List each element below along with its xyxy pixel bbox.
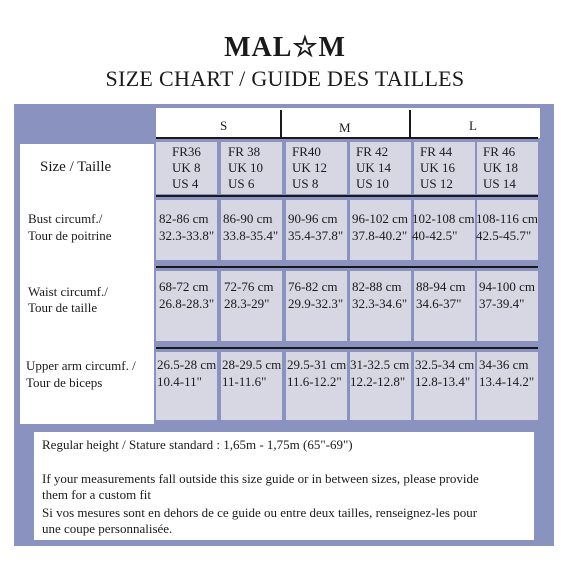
value-cm: 108-116 cm xyxy=(476,211,538,226)
group-divider-sm xyxy=(280,110,282,138)
value-cm: 96-102 cm xyxy=(352,211,408,226)
value-in: 34.6-37" xyxy=(416,296,462,311)
row-label-bust: Bust circumf./ xyxy=(28,211,103,226)
value-cm: 34-36 cm xyxy=(479,357,529,372)
size-us: US 6 xyxy=(228,176,255,191)
value-in: 32.3-33.8" xyxy=(159,228,215,243)
row-divider xyxy=(156,347,538,349)
value-in: 12.2-12.8" xyxy=(350,374,406,389)
value-cm: 86-90 cm xyxy=(223,211,273,226)
value-in: 32.3-34.6" xyxy=(352,296,408,311)
group-header-rule xyxy=(156,137,538,139)
value-in: 11-11.6" xyxy=(222,374,267,389)
value-cm: 94-100 cm xyxy=(479,279,535,294)
brand-logo xyxy=(0,30,570,64)
row-label-arm: Upper arm circumf. / xyxy=(26,358,136,373)
size-fr: FR 44 xyxy=(420,144,453,159)
value-in: 40-42.5" xyxy=(412,228,458,243)
size-uk: UK 16 xyxy=(420,160,456,175)
value-cm: 29.5-31 cm xyxy=(287,357,347,372)
value-in: 26.8-28.3" xyxy=(159,296,215,311)
size-us: US 12 xyxy=(420,176,453,191)
value-cm: 88-94 cm xyxy=(416,279,466,294)
value-cm: 31-32.5 cm xyxy=(350,357,410,372)
size-fr: FR36 xyxy=(172,144,201,159)
custom-fit-note-en-cont: them for a custom fit xyxy=(42,487,152,502)
value-cm: 90-96 cm xyxy=(288,211,338,226)
value-cm: 28-29.5 cm xyxy=(222,357,282,372)
value-cm: 32.5-34 cm xyxy=(415,357,475,372)
value-in: 42.5-45.7" xyxy=(476,228,532,243)
size-us: US 4 xyxy=(172,176,199,191)
value-in: 29.9-32.3" xyxy=(288,296,344,311)
row-label-bust-fr: Tour de poitrine xyxy=(28,228,112,243)
row-label-waist-fr: Tour de taille xyxy=(28,300,98,315)
size-fr: FR 42 xyxy=(356,144,389,159)
size-uk: UK 18 xyxy=(483,160,519,175)
value-in: 33.8-35.4" xyxy=(223,228,279,243)
value-cm: 82-86 cm xyxy=(159,211,209,226)
size-fr: FR40 xyxy=(292,144,321,159)
page-title: SIZE CHART / GUIDE DES TAILLES xyxy=(105,66,465,91)
size-uk: UK 14 xyxy=(356,160,392,175)
value-cm: 26.5-28 cm xyxy=(157,357,217,372)
logo-text: MAL☆M xyxy=(224,32,346,63)
value-cm: 72-76 cm xyxy=(224,279,274,294)
custom-fit-note-fr-cont: une coupe personnalisée. xyxy=(42,521,173,536)
value-cm: 102-108 cm xyxy=(412,211,475,226)
row-divider xyxy=(156,266,538,268)
size-group-s: S xyxy=(220,118,228,133)
size-uk: UK 10 xyxy=(228,160,264,175)
value-cm: 76-82 cm xyxy=(288,279,338,294)
size-uk: UK 8 xyxy=(172,160,201,175)
size-us: US 10 xyxy=(356,176,389,191)
group-divider-ml xyxy=(409,110,411,138)
custom-fit-note-en: If your measurements fall outside this size guide or in between sizes, please provide xyxy=(42,471,479,486)
size-group-m: M xyxy=(339,120,351,135)
size-us: US 14 xyxy=(483,176,516,191)
height-note: Regular height / Stature standard : 1,65m - 1,75m (65"-69") xyxy=(42,437,353,452)
value-cm: 68-72 cm xyxy=(159,279,209,294)
size-uk: UK 12 xyxy=(292,160,328,175)
row-divider xyxy=(156,195,538,197)
size-group-l: L xyxy=(469,118,477,133)
value-in: 37.8-40.2" xyxy=(352,228,408,243)
size-fr: FR 38 xyxy=(228,144,261,159)
row-label-arm-fr: Tour de biceps xyxy=(26,375,103,390)
size-fr: FR 46 xyxy=(483,144,516,159)
size-us: US 8 xyxy=(292,176,319,191)
value-in: 10.4-11" xyxy=(157,374,202,389)
value-cm: 82-88 cm xyxy=(352,279,402,294)
value-in: 12.8-13.4" xyxy=(415,374,471,389)
value-in: 13.4-14.2" xyxy=(479,374,535,389)
custom-fit-note-fr: Si vos mesures sont en dehors de ce guide ou entre deux tailles, renseignez-les pour xyxy=(42,505,478,520)
value-in: 11.6-12.2" xyxy=(287,374,342,389)
size-header-label: Size / Taille xyxy=(40,159,112,175)
value-in: 37-39.4" xyxy=(479,296,525,311)
value-in: 35.4-37.8" xyxy=(288,228,344,243)
value-in: 28.3-29" xyxy=(224,296,270,311)
row-label-waist: Waist circumf./ xyxy=(28,284,108,299)
